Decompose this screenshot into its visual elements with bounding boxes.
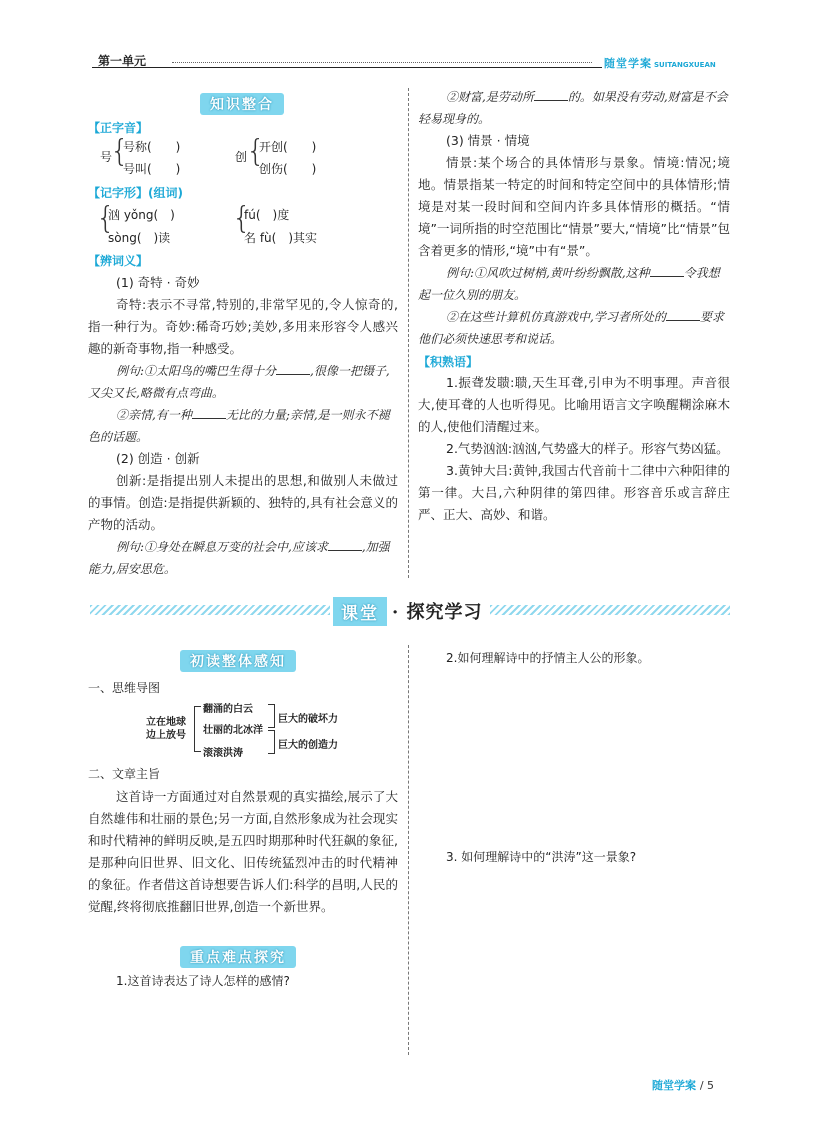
tag-jizixing: 【记字形】(组词): [88, 186, 183, 200]
zixing-right-2: 名 fù( )其实: [244, 231, 318, 245]
theme-text: 这首诗一方面通过对自然景观的真实描绘,展示了大自然雄伟和壮丽的景色;另一方面,自然形象成为社会现实和时代精神的鲜明反映,是五四时期那种时代狂飙的象征,是那种向旧世界、旧文化、旧传统猛烈冲击的时代精神的象征。作者借这首诗想要告诉人们:科学的昌明,人民的觉醒,终将彻底推翻旧世界,创造一个新世界。: [88, 789, 398, 914]
decor-stripe-right: [490, 605, 730, 615]
zixing-right-1: fú( )度: [244, 208, 290, 222]
unit-label: 第一单元: [98, 54, 147, 68]
mindmap-mid-1: 翻涌的白云: [203, 704, 253, 715]
answer-blank[interactable]: [276, 362, 310, 375]
answer-blank[interactable]: [534, 88, 568, 101]
column-divider-bottom: [408, 645, 409, 1055]
chuang-item-1: 开创( ): [259, 140, 317, 154]
pair3-definition: 情景:某个场合的具体情形与景象。情境:情况;境地。情景指某一特定的时间和特定空间中的具体情形;情境是对某一段时间和空间内许多具体情形的概括。“情境”一词所指的时空范围比“情景”要大,“情境”比“情景”包含着更多的情形,“境”中有“景”。: [418, 155, 730, 258]
sub-badge-key-points: 重点难点探究: [180, 946, 296, 968]
footer-label: 随堂学案 / 5: [652, 1079, 715, 1092]
answer-blank[interactable]: [192, 406, 226, 419]
header-rule: [92, 67, 602, 68]
pair3-example-1: 例句:①风吹过树梢,黄叶纷纷飘散,这种 令我想起一位久别的朋友。: [418, 266, 720, 302]
tag-jishuyu: 【积熟语】: [418, 355, 479, 369]
mindmap-heading: 一、思维导图: [88, 681, 161, 695]
tag-zhengziyin: 【正字音】: [88, 121, 149, 135]
brace-icon: {: [96, 201, 116, 236]
decor-stripe-left: [90, 605, 330, 615]
pair3-title: (3) 情景 · 情境: [446, 133, 530, 148]
pair2-title: (2) 创造 · 创新: [116, 451, 200, 466]
question-2: 2.如何理解诗中的抒情主人公的形象。: [446, 651, 650, 665]
mindmap-brace-right-2: [268, 730, 275, 754]
brace-icon: {: [232, 201, 252, 236]
zixing-left-1: 汹 yǒng( ): [108, 208, 175, 222]
pair1-definition: 奇特:表示不寻常,特别的,非常罕见的,令人惊奇的,指一种行为。奇妙:稀奇巧妙;美妙,多用来形容令人感兴趣的新奇事物,指一种感受。: [88, 297, 398, 356]
column-divider-top: [408, 88, 409, 578]
section-badge-classroom: 课堂: [333, 597, 387, 626]
chuang-char: 创: [235, 150, 248, 164]
idiom-3: 3.黄钟大吕:黄钟,我国古代音前十二律中六种阳律的第一律。大吕,六种阴律的第四律。形容音乐或言辞庄严、正大、高妙、和谐。: [418, 463, 730, 522]
mindmap-mid-3: 滚滚洪涛: [203, 748, 243, 759]
brace-icon: {: [246, 134, 266, 169]
zixing-left-2: sòng( )读: [108, 231, 171, 245]
pair3-example-2: ②在这些计算机仿真游戏中,学习者所处的 要求他们必须快速思考和说话。: [418, 310, 724, 346]
pair2-example-2: ②财富,是劳动所 的。如果没有劳动,财富是不会轻易现身的。: [418, 90, 728, 126]
mindmap-mid-2: 壮丽的北冰洋: [203, 725, 263, 736]
header-dotted-rule: [172, 62, 592, 63]
answer-blank[interactable]: [650, 264, 684, 277]
tag-bianciyi: 【辨词义】: [88, 254, 149, 268]
question-3: 3. 如何理解诗中的“洪涛”这一景象?: [446, 850, 637, 864]
answer-blank[interactable]: [666, 308, 700, 321]
page-number: / 5: [699, 1079, 715, 1092]
answer-blank[interactable]: [328, 538, 362, 551]
pair2-definition: 创新:是指提出别人未提出的思想,和做别人未做过的事情。创造:是指提供新颖的、独特的,具有社会意义的产物的活动。: [88, 473, 398, 532]
chuang-item-2: 创伤( ): [259, 162, 317, 176]
hao-item-1: 号称( ): [123, 140, 181, 154]
brace-icon: {: [110, 134, 130, 169]
pair2-example-1: 例句:①身处在瞬息万变的社会中,应该求 ,加强能力,居安思危。: [88, 540, 390, 576]
pair1-example-1: 例句:①太阳鸟的嘴巴生得十分 ,很像一把镊子,又尖又长,略微有点弯曲。: [88, 364, 390, 400]
mindmap-right-2: 巨大的创造力: [278, 740, 338, 751]
mindmap-root: 立在地球边上放号: [146, 717, 186, 741]
mindmap-brace-right-1: [268, 704, 275, 728]
pair1-title: (1) 奇特 · 奇妙: [116, 275, 200, 290]
hao-item-2: 号叫( ): [123, 162, 181, 176]
section-badge-knowledge: 知识整合: [200, 93, 284, 115]
mindmap-brace: [194, 706, 201, 752]
idiom-2: 2.气势汹汹:汹汹,气势盛大的样子。形容气势凶猛。: [446, 441, 729, 456]
idiom-1: 1.振聋发聩:聩,天生耳聋,引申为不明事理。声音很大,使耳聋的人也听得见。比喻用语言文字唤醒糊涂麻木的人,使他们清醒过来。: [418, 375, 730, 434]
section-title: · 探究学习: [392, 602, 483, 623]
sub-badge-reading: 初读整体感知: [180, 650, 296, 672]
brand-label: 随堂学案 SUITANGXUEAN: [604, 57, 716, 70]
theme-heading: 二、文章主旨: [88, 767, 161, 781]
hao-char: 号: [100, 150, 113, 164]
question-1: 1.这首诗表达了诗人怎样的感情?: [116, 974, 290, 988]
pair1-example-2: ②亲情,有一种 无比的力量;亲情,是一则永不褪色的话题。: [88, 408, 390, 444]
mindmap-right-1: 巨大的破坏力: [278, 714, 338, 725]
